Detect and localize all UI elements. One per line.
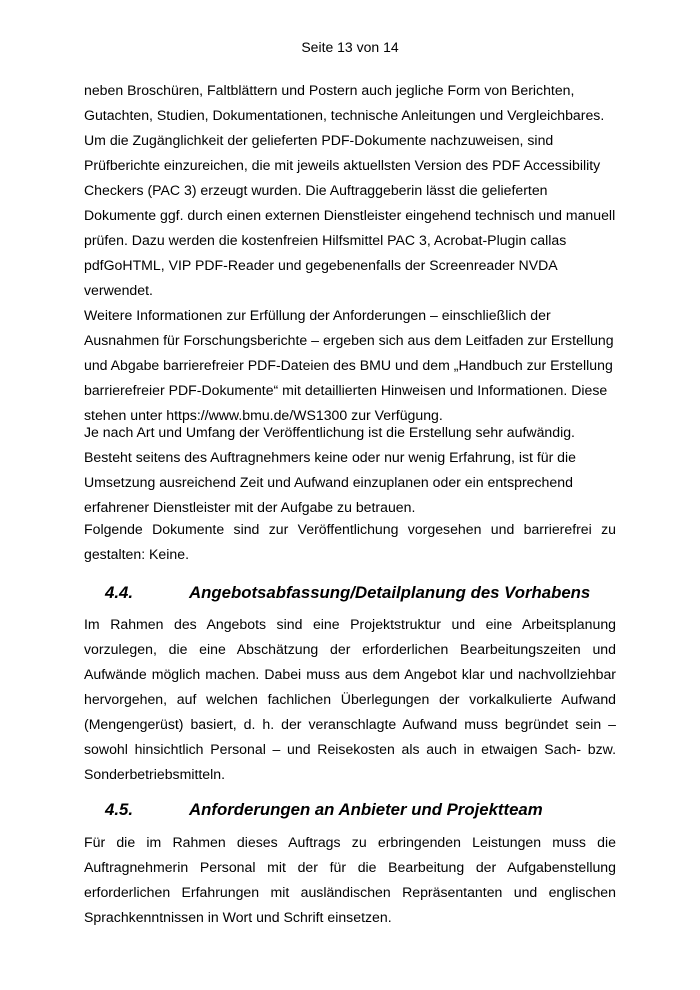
text-line: Checkers (PAC 3) erzeugt wurden. Die Auftraggeberin lässt die gelieferten — [84, 182, 548, 198]
paragraph-effort — [84, 420, 616, 520]
text-line: pdfGoHTML, VIP PDF-Reader und gegebenenfalls der Screenreader NVDA — [84, 257, 558, 273]
text-line: Sonderbetriebsmitteln. — [84, 766, 226, 782]
text-line: Umsetzung ausreichend Zeit und Aufwand einzuplanen oder ein entsprechend — [84, 474, 573, 490]
paragraph-project-team — [84, 830, 616, 930]
text-line: prüfen. Dazu werden die kostenfreien Hilfsmittel PAC 3, Acrobat-Plugin callas — [84, 232, 567, 248]
paragraph-pdf-accessibility — [84, 78, 616, 303]
text-line: Je nach Art und Umfang der Veröffentlichung ist die Erstellung sehr aufwändig. — [84, 424, 575, 440]
page-number-header: Seite 13 von 14 — [301, 39, 399, 55]
section-title: Angebotsabfassung/Detailplanung des Vorhabens — [189, 583, 591, 602]
text-line: Aufwände möglich machen. Dabei muss aus dem Angebot klar und nachvollziehbar — [84, 666, 616, 682]
text-line: Folgende Dokumente sind zur Veröffentlichung vorgesehen und barrierefrei zu — [84, 521, 616, 537]
section-number: 4.5. — [105, 800, 133, 819]
text-line: barrierefreier PDF-Dokumente“ mit detaillierten Hinweisen und Informationen. Diese — [84, 382, 608, 398]
text-line: Ausnahmen für Forschungsberichte – ergeben sich aus dem Leitfaden zur Erstellung — [84, 332, 614, 348]
text-line: Besteht seitens des Auftragnehmers keine oder nur wenig Erfahrung, ist für die — [84, 449, 576, 465]
section-heading-4-4 — [105, 582, 625, 604]
text-line: Sprachkenntnissen in Wort und Schrift einsetzen. — [84, 909, 392, 925]
text-line: erforderlichen Erfahrungen mit ausländischen Repräsentanten und englischen — [84, 884, 616, 900]
text-line: Auftragnehmerin Personal mit der für die Bearbeitung der Aufgabenstellung — [84, 859, 616, 875]
text-line: stehen unter https://www.bmu.de/WS1300 zur Verfügung. — [84, 407, 443, 423]
section-number: 4.4. — [105, 583, 133, 602]
section-title: Anforderungen an Anbieter und Projektteam — [189, 800, 543, 819]
text-line: sowohl hinsichtlich Personal – und Reisekosten als auch in etwaigen Sach- bzw. — [84, 741, 616, 757]
text-line: erfahrener Dienstleister mit der Aufgabe zu betrauen. — [84, 499, 416, 515]
text-line: Dokumente ggf. durch einen externen Dienstleister eingehend technisch und manuell — [84, 207, 616, 223]
text-line: Für die im Rahmen dieses Auftrags zu erbringenden Leistungen muss die — [84, 834, 616, 850]
paragraph-offer-planning — [84, 612, 616, 787]
text-line: Um die Zugänglichkeit der gelieferten PDF-Dokumente nachzuweisen, sind — [84, 132, 554, 148]
paragraph-further-information — [84, 303, 616, 428]
text-line: vorzulegen, die eine Abschätzung der erforderlichen Bearbeitungszeiten und — [84, 641, 616, 657]
section-heading-4-5 — [105, 799, 625, 821]
text-line: Gutachten, Studien, Dokumentationen, technische Anleitungen und Vergleichbares. — [84, 107, 605, 123]
text-line: Prüfberichte einzureichen, die mit jeweils aktuellsten Version des PDF Accessibility — [84, 157, 601, 173]
text-line: verwendet. — [84, 282, 153, 298]
text-line: hervorgehen, auf welchen fachlichen Überlegungen der vorkalkulierte Aufwand — [84, 691, 616, 707]
paragraph-documents — [84, 517, 616, 567]
text-line: und Abgabe barrierefreier PDF-Dateien des BMU und dem „Handbuch zur Erstellung — [84, 357, 613, 373]
text-line: Weitere Informationen zur Erfüllung der Anforderungen – einschließlich der — [84, 307, 551, 323]
text-line: (Mengengerüst) basiert, d. h. der veranschlagte Aufwand muss begründet sein – — [84, 716, 616, 732]
text-line: gestalten: Keine. — [84, 546, 189, 562]
text-line: Im Rahmen des Angebots sind eine Projektstruktur und eine Arbeitsplanung — [84, 616, 616, 632]
text-line: neben Broschüren, Faltblättern und Postern auch jegliche Form von Berichten, — [84, 82, 575, 98]
